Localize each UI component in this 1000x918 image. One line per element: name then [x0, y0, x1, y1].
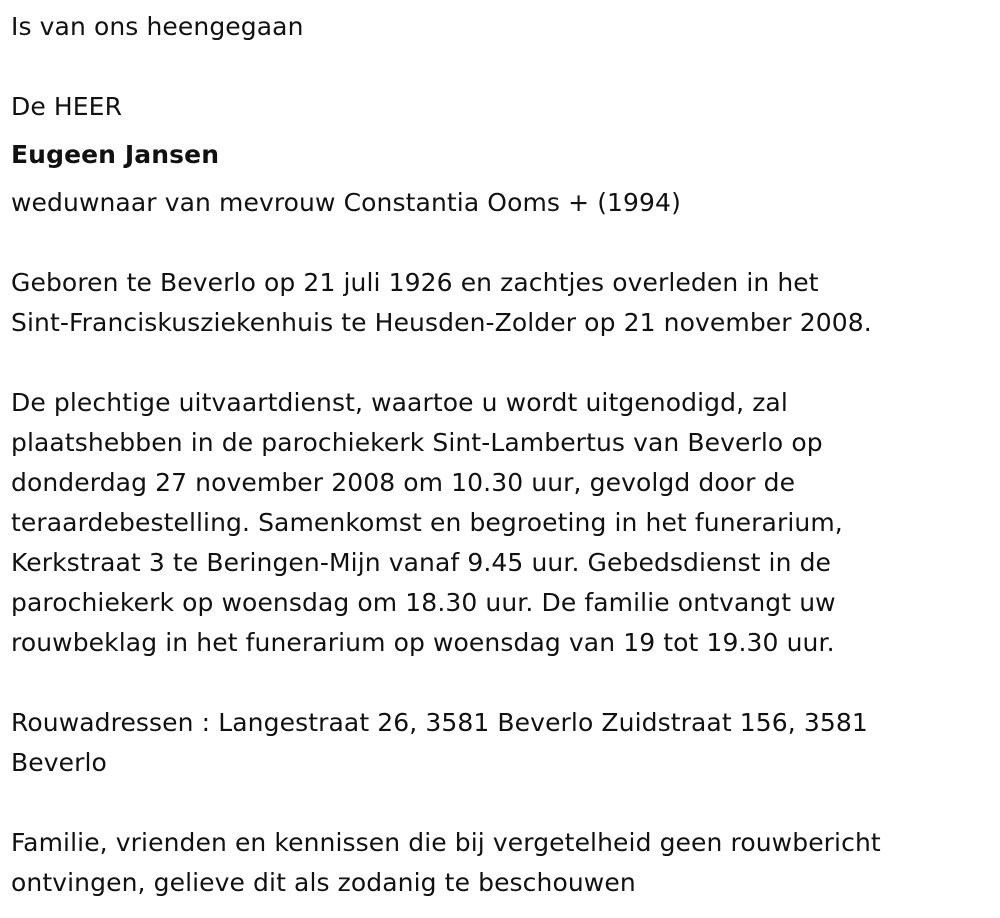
paragraph-line: ontvingen, gelieve dit als zodanig te beschouwen: [11, 868, 636, 897]
closing-paragraph: [11, 823, 986, 903]
paragraph-line: De plechtige uitvaartdienst, waartoe u wordt uitgenodigd, zal: [11, 388, 788, 417]
deceased-name: Eugeen Jansen: [11, 140, 220, 169]
paragraph-line: plaatshebben in de parochiekerk Sint-Lambertus van Beverlo op: [11, 428, 823, 457]
paragraph-line: Sint-Franciskusziekenhuis te Heusden-Zolder op 21 november 2008.: [11, 308, 872, 337]
paragraph-line: Rouwadressen : Langestraat 26, 3581 Beverlo Zuidstraat 156, 3581: [11, 708, 868, 737]
paragraph-line: teraardebestelling. Samenkomst en begroeting in het funerarium,: [11, 508, 843, 537]
paragraph-line: Geboren te Beverlo op 21 juli 1926 en zachtjes overleden in het: [11, 268, 819, 297]
paragraph-line: donderdag 27 november 2008 om 10.30 uur, gevolgd door de: [11, 468, 796, 497]
address-paragraph: [11, 703, 986, 783]
paragraph-line: Familie, vrienden en kennissen die bij vergetelheid geen rouwbericht: [11, 828, 881, 857]
paragraph-line: parochiekerk op woensdag om 18.30 uur. De familie ontvangt uw: [11, 588, 836, 617]
funeral-paragraph: [11, 383, 986, 663]
honorific: De HEER: [11, 92, 123, 121]
paragraph-line: Beverlo: [11, 748, 107, 777]
intro-line: Is van ons heengegaan: [11, 12, 304, 41]
obituary-notice: [11, 0, 986, 903]
birth-death-paragraph: [11, 263, 986, 343]
paragraph-line: Kerkstraat 3 te Beringen-Mijn vanaf 9.45 uur. Gebedsdienst in de: [11, 548, 832, 577]
paragraph-line: rouwbeklag in het funerarium op woensdag van 19 tot 19.30 uur.: [11, 628, 835, 657]
spouse-line: weduwnaar van mevrouw Constantia Ooms + (1994): [11, 188, 681, 217]
